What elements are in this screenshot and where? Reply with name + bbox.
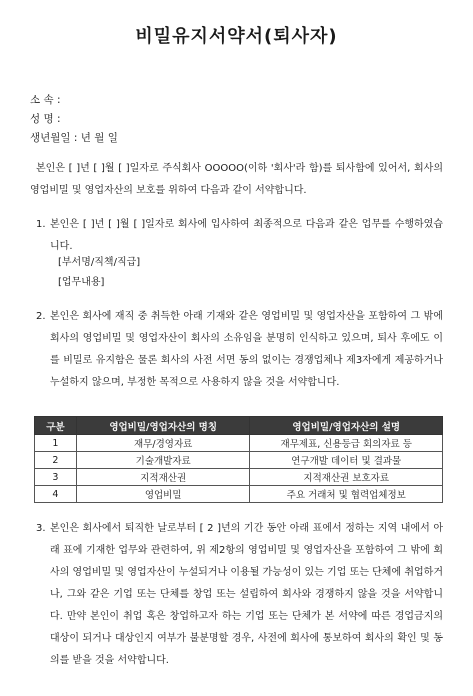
table-row bbox=[35, 486, 443, 503]
table-header-row bbox=[35, 417, 443, 435]
table-cell-category: 1 bbox=[35, 435, 77, 452]
clause1-text: 본인은 [ ]년 [ ]월 [ ]일자로 회사에 입사하여 최종적으로 다음과 같은 업무를 수행하였습니다. bbox=[50, 219, 443, 252]
table-row bbox=[35, 452, 443, 469]
clause2-text: 본인은 회사에 재직 중 취득한 아래 기재와 같은 영업비밀 및 영업자산을 포함하여 그 밖에 회사의 영업비밀 및 영업자산이 회사의 소유임을 분명히 인식하고 있으며, 퇴사 후에도 이를 비밀로 유지함은 물론 회사의 사전 서면 동의 없이는 경쟁업체나 제3자에게 제공하거나 누설하지 않으며, 부정한 목적으로 사용하지 않을 것을 서약합니다. bbox=[50, 311, 443, 388]
name-field: 성 명 : bbox=[30, 113, 61, 125]
intro-paragraph: 본인은 [ ]년 [ ]월 [ ]일자로 주식회사 OOOOO(이하 '회사'라 함)를 퇴사함에 있어서, 회사의 영업비밀 및 영업자산의 보호를 위하여 다음과 같이 서약합니다. bbox=[30, 163, 443, 196]
table-row bbox=[35, 435, 443, 452]
clause1-number: 1. bbox=[36, 219, 46, 230]
table-cell-description: 주요 거래처 및 협력업체정보 bbox=[250, 486, 443, 503]
table-cell-name: 영업비밀 bbox=[76, 486, 250, 503]
table-header-description: 영업비밀/영업자산의 설명 bbox=[250, 417, 443, 435]
affiliation-field: 소 속 : bbox=[30, 94, 61, 106]
table-cell-category: 3 bbox=[35, 469, 77, 486]
clause2-number: 2. bbox=[36, 311, 46, 322]
table-cell-description: 지적재산권 보호자료 bbox=[250, 469, 443, 486]
clause1-dept: [부서명/직책/직급] bbox=[58, 257, 141, 268]
table-cell-name: 지적재산권 bbox=[76, 469, 250, 486]
table-cell-description: 연구개발 데이터 및 결과물 bbox=[250, 452, 443, 469]
clause3-text: 본인은 회사에서 퇴직한 날로부터 [ 2 ]년의 기간 동안 아래 표에서 정하는 지역 내에서 아래 표에 기재한 업무와 관련하여, 위 제2항의 영업비밀 및 영업자산을 포함하여 그 밖에 회사의 영업비밀 및 영업자산이 누설되거나 이용될 가능성이 있는 기업 또는 단체에 취업하거나, 그와 같은 기업 또는 단체를 창업 또는 설립하여 회사와 경쟁하지 않을 것을 서약합니다. 만약 본인이 취업 혹은 창업하고자 하는 기업 또는 단체가 본 서약에 따른 경업금지의 대상이 되거나 대상인지 여부가 불분명할 경우, 사전에 회사에 통보하여 회사의 확인 및 동의를 받을 것을 서약합니다. bbox=[50, 523, 443, 666]
clause3-number: 3. bbox=[36, 523, 46, 534]
table-header-category: 구분 bbox=[35, 417, 77, 435]
table-cell-category: 2 bbox=[35, 452, 77, 469]
birthdate-field: 생년월일 : 년 월 일 bbox=[30, 132, 118, 144]
table-cell-name: 재무/경영자료 bbox=[76, 435, 250, 452]
table-row bbox=[35, 469, 443, 486]
table-cell-category: 4 bbox=[35, 486, 77, 503]
table-header-name: 영업비밀/영업자산의 명칭 bbox=[76, 417, 250, 435]
page-title: 비밀유지서약서(퇴사자) bbox=[135, 26, 338, 47]
table-cell-description: 재무제표, 신용등급 회의자료 등 bbox=[250, 435, 443, 452]
trade-secret-table bbox=[34, 416, 443, 503]
table-cell-name: 기술개발자료 bbox=[76, 452, 250, 469]
clause1-duty: [업무내용] bbox=[58, 277, 105, 288]
